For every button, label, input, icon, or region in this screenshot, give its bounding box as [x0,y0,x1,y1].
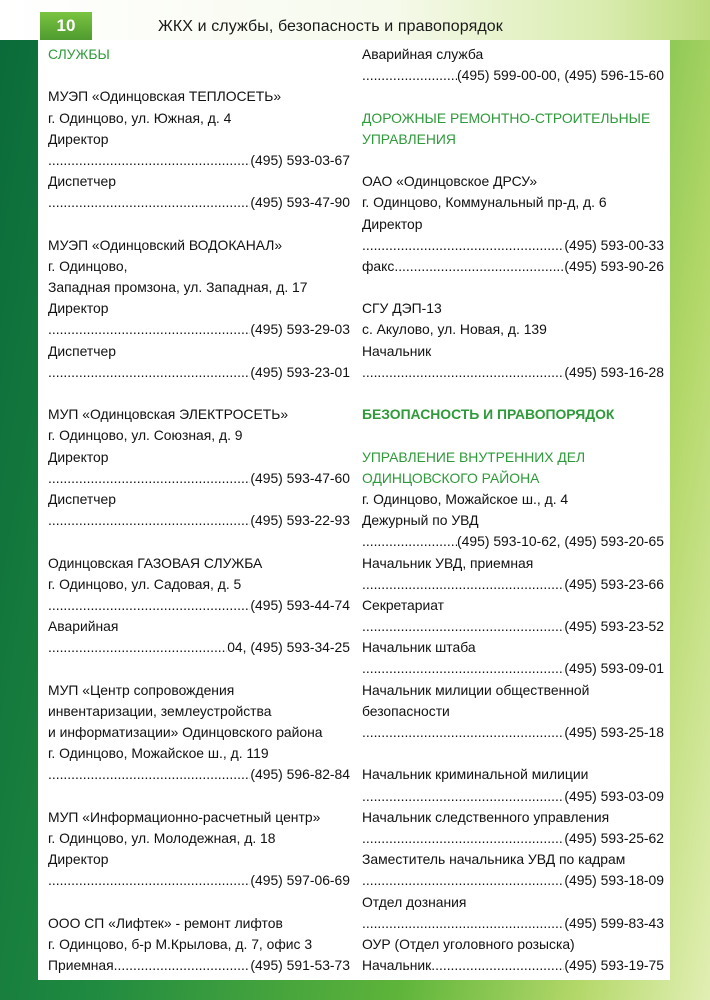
spacer [48,214,350,235]
entry-text: МУП «Центр сопровождения [48,681,235,698]
page-title: ЖКХ и службы, безопасность и правопорядок [158,18,503,35]
entry-text: Начальник милиции общественной [362,681,590,698]
entry-text: Дежурный по УВД [362,512,479,529]
dot-leader [48,319,250,340]
phone-number: (495) 593-22-93 [250,512,350,529]
spacer [48,658,350,679]
phone-number: (495) 599-00-00, (495) 596-15-60 [457,67,664,84]
entry-text: Директор [48,300,109,317]
phone-number: (495) 593-47-90 [250,194,350,211]
dot-leader [362,531,457,552]
phone-number: (495) 593-00-33 [564,236,664,253]
dot-leader [362,722,564,743]
entry-text: МУЭП «Одинцовская ТЕПЛОСЕТЬ» [48,88,282,105]
phone-line [48,595,350,616]
phone-number: (495) 593-90-26 [564,257,664,274]
dot-leader [48,510,250,531]
dot-leader [362,786,564,807]
phone-line [362,722,664,743]
phone-number: (495) 593-16-28 [564,363,664,380]
dot-leader [362,828,564,849]
dot-leader [362,362,564,383]
phone-line [362,362,664,383]
left-column [48,44,350,976]
spacer [362,383,664,404]
phone-line [362,828,664,849]
phone-line [48,955,350,976]
phone-number: (495) 593-47-60 [250,469,350,486]
entry-text: Начальник следственного управления [362,808,610,825]
spacer [362,425,664,446]
dot-leader [48,637,227,658]
spacer [362,277,664,298]
spacer [362,150,664,171]
entry-text: Начальник УВД, приемная [362,554,534,571]
phone-label: факс [362,257,395,274]
section-heading: УПРАВЛЕНИЕ ВНУТРЕННИХ ДЕЛ [362,448,586,465]
entry-text: МУП «Информационно-расчетный центр» [48,808,321,825]
phone-number: (495) 593-19-75 [564,957,664,974]
entry-text: г. Одинцово, ул. Садовая, д. 5 [48,575,242,592]
entry-text: Начальник штаба [362,639,476,656]
dot-leader [48,150,250,171]
dot-leader [48,764,250,785]
entry-text: Секретариат [362,596,445,613]
phone-line [362,786,664,807]
entry-text: Западная промзона, ул. Западная, д. 17 [48,279,308,296]
dot-leader [362,658,564,679]
dot-leader [48,870,250,891]
entry-text: ОУР (Отдел уголовного розыска) [362,935,575,952]
dot-leader [48,192,250,213]
section-heading: ДОРОЖНЫЕ РЕМОНТНО-СТРОИТЕЛЬНЫЕ [362,109,651,126]
phone-line [48,319,350,340]
dot-leader [394,256,564,277]
dot-leader [362,870,564,891]
spacer [48,383,350,404]
dot-leader [114,955,251,976]
spacer [48,892,350,913]
dot-leader [362,65,457,86]
phone-number: (495) 599-83-43 [564,914,664,931]
entry-text: МУП «Одинцовская ЭЛЕКТРОСЕТЬ» [48,406,289,423]
dot-leader [48,468,250,489]
entry-text: безопасности [362,702,450,719]
phone-line [362,913,664,934]
phone-label: Начальник [362,957,432,974]
entry-text: Директор [48,130,109,147]
phone-line [362,531,664,552]
phone-line [48,150,350,171]
dot-leader [431,955,564,976]
phone-line [48,764,350,785]
phone-line [362,65,664,86]
phone-line [48,870,350,891]
entry-text: Аварийная служба [362,46,484,62]
entry-text: г. Одинцово, Коммунальный пр-д, д. 6 [362,194,607,211]
phone-number: (495) 593-03-09 [564,787,664,804]
phone-line [362,870,664,891]
page-number: 10 [40,12,92,40]
phone-number: (495) 593-25-62 [564,829,664,846]
entry-text: с. Акулово, ул. Новая, д. 139 [362,321,547,338]
phone-line [362,574,664,595]
spacer [48,531,350,552]
entry-text: инвентаризации, землеустройства [48,702,272,719]
entry-text: г. Одинцово, ул. Союзная, д. 9 [48,427,243,444]
dot-leader [362,574,564,595]
entry-text: Начальник криминальной милиции [362,766,589,783]
phone-line [362,235,664,256]
section-heading: ОДИНЦОВСКОГО РАЙОНА [362,469,540,486]
entry-text: Диспетчер [48,490,116,507]
phone-number: (495) 593-23-01 [250,363,350,380]
phone-label: Приемная [48,957,114,974]
phone-line [362,955,664,976]
dot-leader [362,913,564,934]
entry-text: г. Одинцово, б-р М.Крылова, д. 7, офис 3 [48,935,313,952]
phone-number: (495) 597-06-69 [250,872,350,889]
phone-number: (495) 593-23-66 [564,575,664,592]
section-heading: СЛУЖБЫ [48,46,110,62]
phone-number: (495) 593-44-74 [250,596,350,613]
spacer [362,86,664,107]
entry-text: Одинцовская ГАЗОВАЯ СЛУЖБА [48,554,263,571]
entry-text: г. Одинцово, ул. Молодежная, д. 18 [48,829,276,846]
phone-line [48,192,350,213]
dot-leader [362,616,564,637]
entry-text: Диспетчер [48,173,116,190]
spacer [48,786,350,807]
phone-line [48,637,350,658]
phone-number: (495) 593-03-67 [250,151,350,168]
phone-number: (495) 593-25-18 [564,724,664,740]
phone-number: (495) 591-53-73 [250,957,350,974]
entry-text: Заместитель начальника УВД по кадрам [362,851,626,868]
dot-leader [362,235,564,256]
section-heading: БЕЗОПАСНОСТЬ И ПРАВОПОРЯДОК [362,406,615,423]
spacer [48,65,350,86]
phone-line [48,468,350,489]
phone-number: 04, (495) 593-34-25 [227,639,350,656]
phone-number: (495) 593-23-52 [564,618,664,635]
phone-line [362,658,664,679]
entry-text: г. Одинцово, ул. Южная, д. 4 [48,109,232,126]
entry-text: ООО СП «Лифтек» - ремонт лифтов [48,914,283,931]
entry-text: Директор [48,448,109,465]
dot-leader [48,362,250,383]
entry-text: Директор [362,215,423,232]
phone-line [48,362,350,383]
section-heading: УПРАВЛЕНИЯ [362,130,456,147]
entry-text: и информатизации» Одинцовского района [48,724,323,740]
entry-text: г. Одинцово, Можайское ш., д. 4 [362,490,569,507]
page-header [0,0,710,40]
entry-text: Отдел дознания [362,893,467,910]
dot-leader [48,595,250,616]
spacer [362,743,664,764]
phone-number: (495) 593-09-01 [564,660,664,677]
right-column [362,44,664,976]
entry-text: Диспетчер [48,342,116,359]
phone-number: (495) 596-82-84 [250,766,350,783]
entry-text: Аварийная [48,618,119,635]
entry-text: Директор [48,851,109,868]
phone-number: (495) 593-10-62, (495) 593-20-65 [457,533,664,550]
phone-number: (495) 593-29-03 [250,321,350,338]
entry-text: г. Одинцово, [48,257,128,274]
phone-line [362,256,664,277]
entry-text: г. Одинцово, Можайское ш., д. 119 [48,745,269,762]
entry-text: МУЭП «Одинцовский ВОДОКАНАЛ» [48,236,283,253]
entry-text: Начальник [362,342,432,359]
phone-line [362,616,664,637]
entry-text: СГУ ДЭП-13 [362,300,442,317]
phone-number: (495) 593-18-09 [564,872,664,889]
phone-line [48,510,350,531]
entry-text: ОАО «Одинцовское ДРСУ» [362,173,538,190]
